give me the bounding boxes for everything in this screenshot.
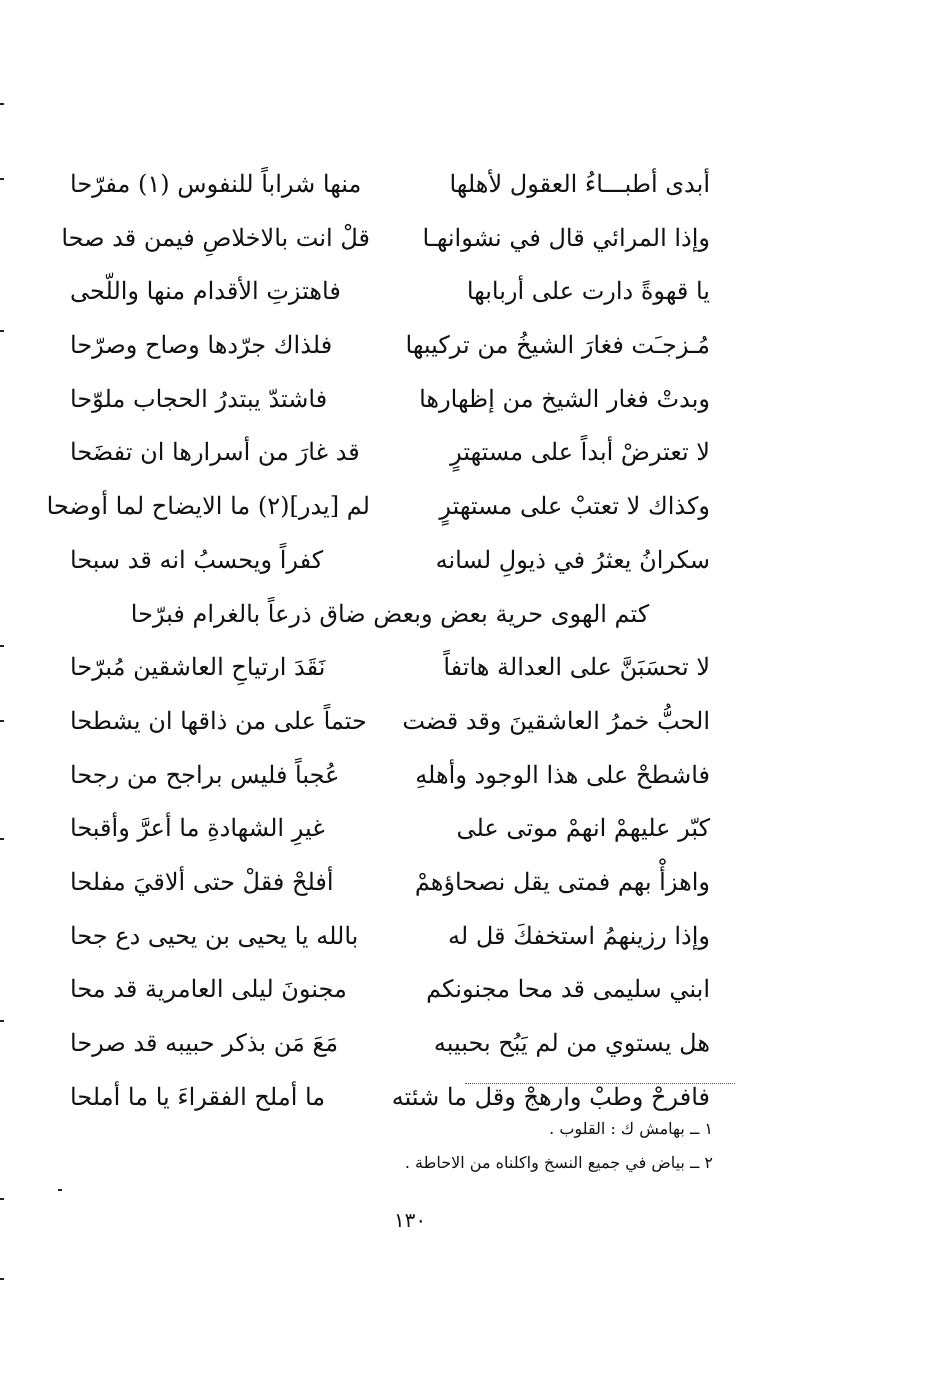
verse-second-hemistich: حتماً على من ذاقها ان يشطحا <box>70 706 367 735</box>
verse <box>70 265 710 319</box>
verse-first-hemistich: وبدتْ فغار الشيخ من إظهارها <box>419 384 710 413</box>
margin-mark <box>58 1189 62 1191</box>
verse <box>70 963 710 1017</box>
verse-second-hemistich: نَقَدَ ارتياحِ العاشقين مُبرّحا <box>70 653 326 682</box>
footnote: ١ ــ بهامش ك : القلوب . <box>549 1119 713 1138</box>
verse-second-hemistich: مَعَ مَن بذكر حبيبه قد صرحا <box>70 1029 339 1057</box>
verse <box>70 856 710 910</box>
margin-mark <box>0 838 4 840</box>
verse-full-line: كتم الهوى حرية بعض وبعض ضاق ذرعاً بالغرام فبرّحا <box>130 599 650 628</box>
verse-first-hemistich: سكرانُ يعثرُ في ذيولِ لسانه <box>435 545 710 574</box>
footnote-divider <box>465 1083 735 1084</box>
verse <box>70 802 710 856</box>
verse <box>70 641 710 695</box>
verse-second-hemistich: قد غارَ من أسرارها ان تفضَحا <box>70 438 360 467</box>
verse <box>46 480 710 534</box>
verse-second-hemistich: غيرِ الشهادةِ ما أعرَّ وأقبحا <box>70 814 325 843</box>
verse-second-hemistich: فاهتزتِ الأقدام منها واللّحى <box>70 277 341 306</box>
verse-first-hemistich: الحبُّ خمرُ العاشقينَ وقد قضت <box>402 706 710 735</box>
verse-first-hemistich: هل يستوي من لم يَبُح بحبيبه <box>433 1029 710 1057</box>
margin-mark <box>0 720 4 722</box>
verse <box>70 426 710 480</box>
footnote: ٢ ــ بياض في جميع النسخ واكلناه من الاحاطة . <box>404 1153 713 1172</box>
verse-second-hemistich: عُجباً فليس براجح من رجحا <box>70 760 340 789</box>
verse <box>61 212 710 266</box>
margin-mark <box>0 645 4 647</box>
verse-first-hemistich: وإذا رزينهمُ استخفكَ قل له <box>448 921 710 950</box>
margin-mark <box>0 1020 4 1022</box>
verse <box>70 588 710 642</box>
verse-second-hemistich: فلذاك جرّدها وصاح وصرّحا <box>70 331 333 360</box>
verse <box>70 1017 710 1071</box>
verse <box>70 319 710 373</box>
verse-first-hemistich: واهزأْ بهم فمتى يقل نصحاؤهمْ <box>414 867 710 896</box>
verse <box>70 695 710 749</box>
verse-first-hemistich: فافرحْ وطبْ وارهجْ وقل ما شئته <box>391 1082 710 1111</box>
margin-mark <box>0 330 4 332</box>
verse-first-hemistich: فاشطحْ على هذا الوجود وأهلهِ <box>415 760 710 789</box>
page-number: ١٣٠ <box>393 1208 427 1232</box>
verse <box>70 373 710 427</box>
verse-first-hemistich: أبدى أطبـــاءُ العقول لأهلها <box>449 170 710 198</box>
verse-first-hemistich: كبّر عليهمْ انهمْ موتى على <box>456 814 710 843</box>
footnotes <box>293 1112 713 1180</box>
verse-first-hemistich: وإذا المرائي قال في نشوانهـا <box>422 223 710 252</box>
verse-second-hemistich: أفلحْ فقلْ حتى ألاقيَ مفلحا <box>70 867 334 896</box>
margin-mark <box>0 1278 4 1280</box>
verse-first-hemistich: لا تحسَبَنَّ على العدالة هاتفاً <box>443 653 710 682</box>
verse-first-hemistich: مُـزجـَت فغارَ الشيخُ من تركيبها <box>405 331 710 360</box>
verse-first-hemistich: وكذاك لا تعتبْ على مستهترٍ <box>439 492 710 521</box>
verse <box>70 749 710 803</box>
margin-mark <box>0 1198 4 1200</box>
verse-second-hemistich: لم [يدر](٢) ما الايضاح لما أوضحا <box>46 492 370 521</box>
verse <box>70 158 710 212</box>
verse-first-hemistich: لا تعترضْ أبداً على مستهترٍ <box>450 438 710 467</box>
margin-mark <box>0 178 4 180</box>
verse-second-hemistich: كفراً ويحسبُ انه قد سبحا <box>70 545 324 574</box>
verse-second-hemistich: مجنونَ ليلى العامرية قد محا <box>70 975 347 1004</box>
verse-second-hemistich: فاشتدّ يبتدرُ الحجاب ملوّحا <box>70 384 328 413</box>
verse-second-hemistich: ما أملح الفقراءَ يا ما أملحا <box>70 1082 326 1111</box>
verse-first-hemistich: يا قهوةً دارت على أربابها <box>466 277 710 306</box>
verse-second-hemistich: منها شراباً للنفوس (١) مفرّحا <box>70 170 362 198</box>
verse <box>70 910 710 964</box>
poem <box>46 158 710 1124</box>
verse-first-hemistich: ابني سليمى قد محا مجنونكم <box>426 975 710 1004</box>
verse-second-hemistich: بالله يا يحيى بن يحيى دع جحا <box>70 921 359 950</box>
verse-second-hemistich: قلْ انت بالاخلاصِ فيمن قد صحا <box>61 223 370 252</box>
margin-mark <box>0 103 4 105</box>
verse <box>70 534 710 588</box>
